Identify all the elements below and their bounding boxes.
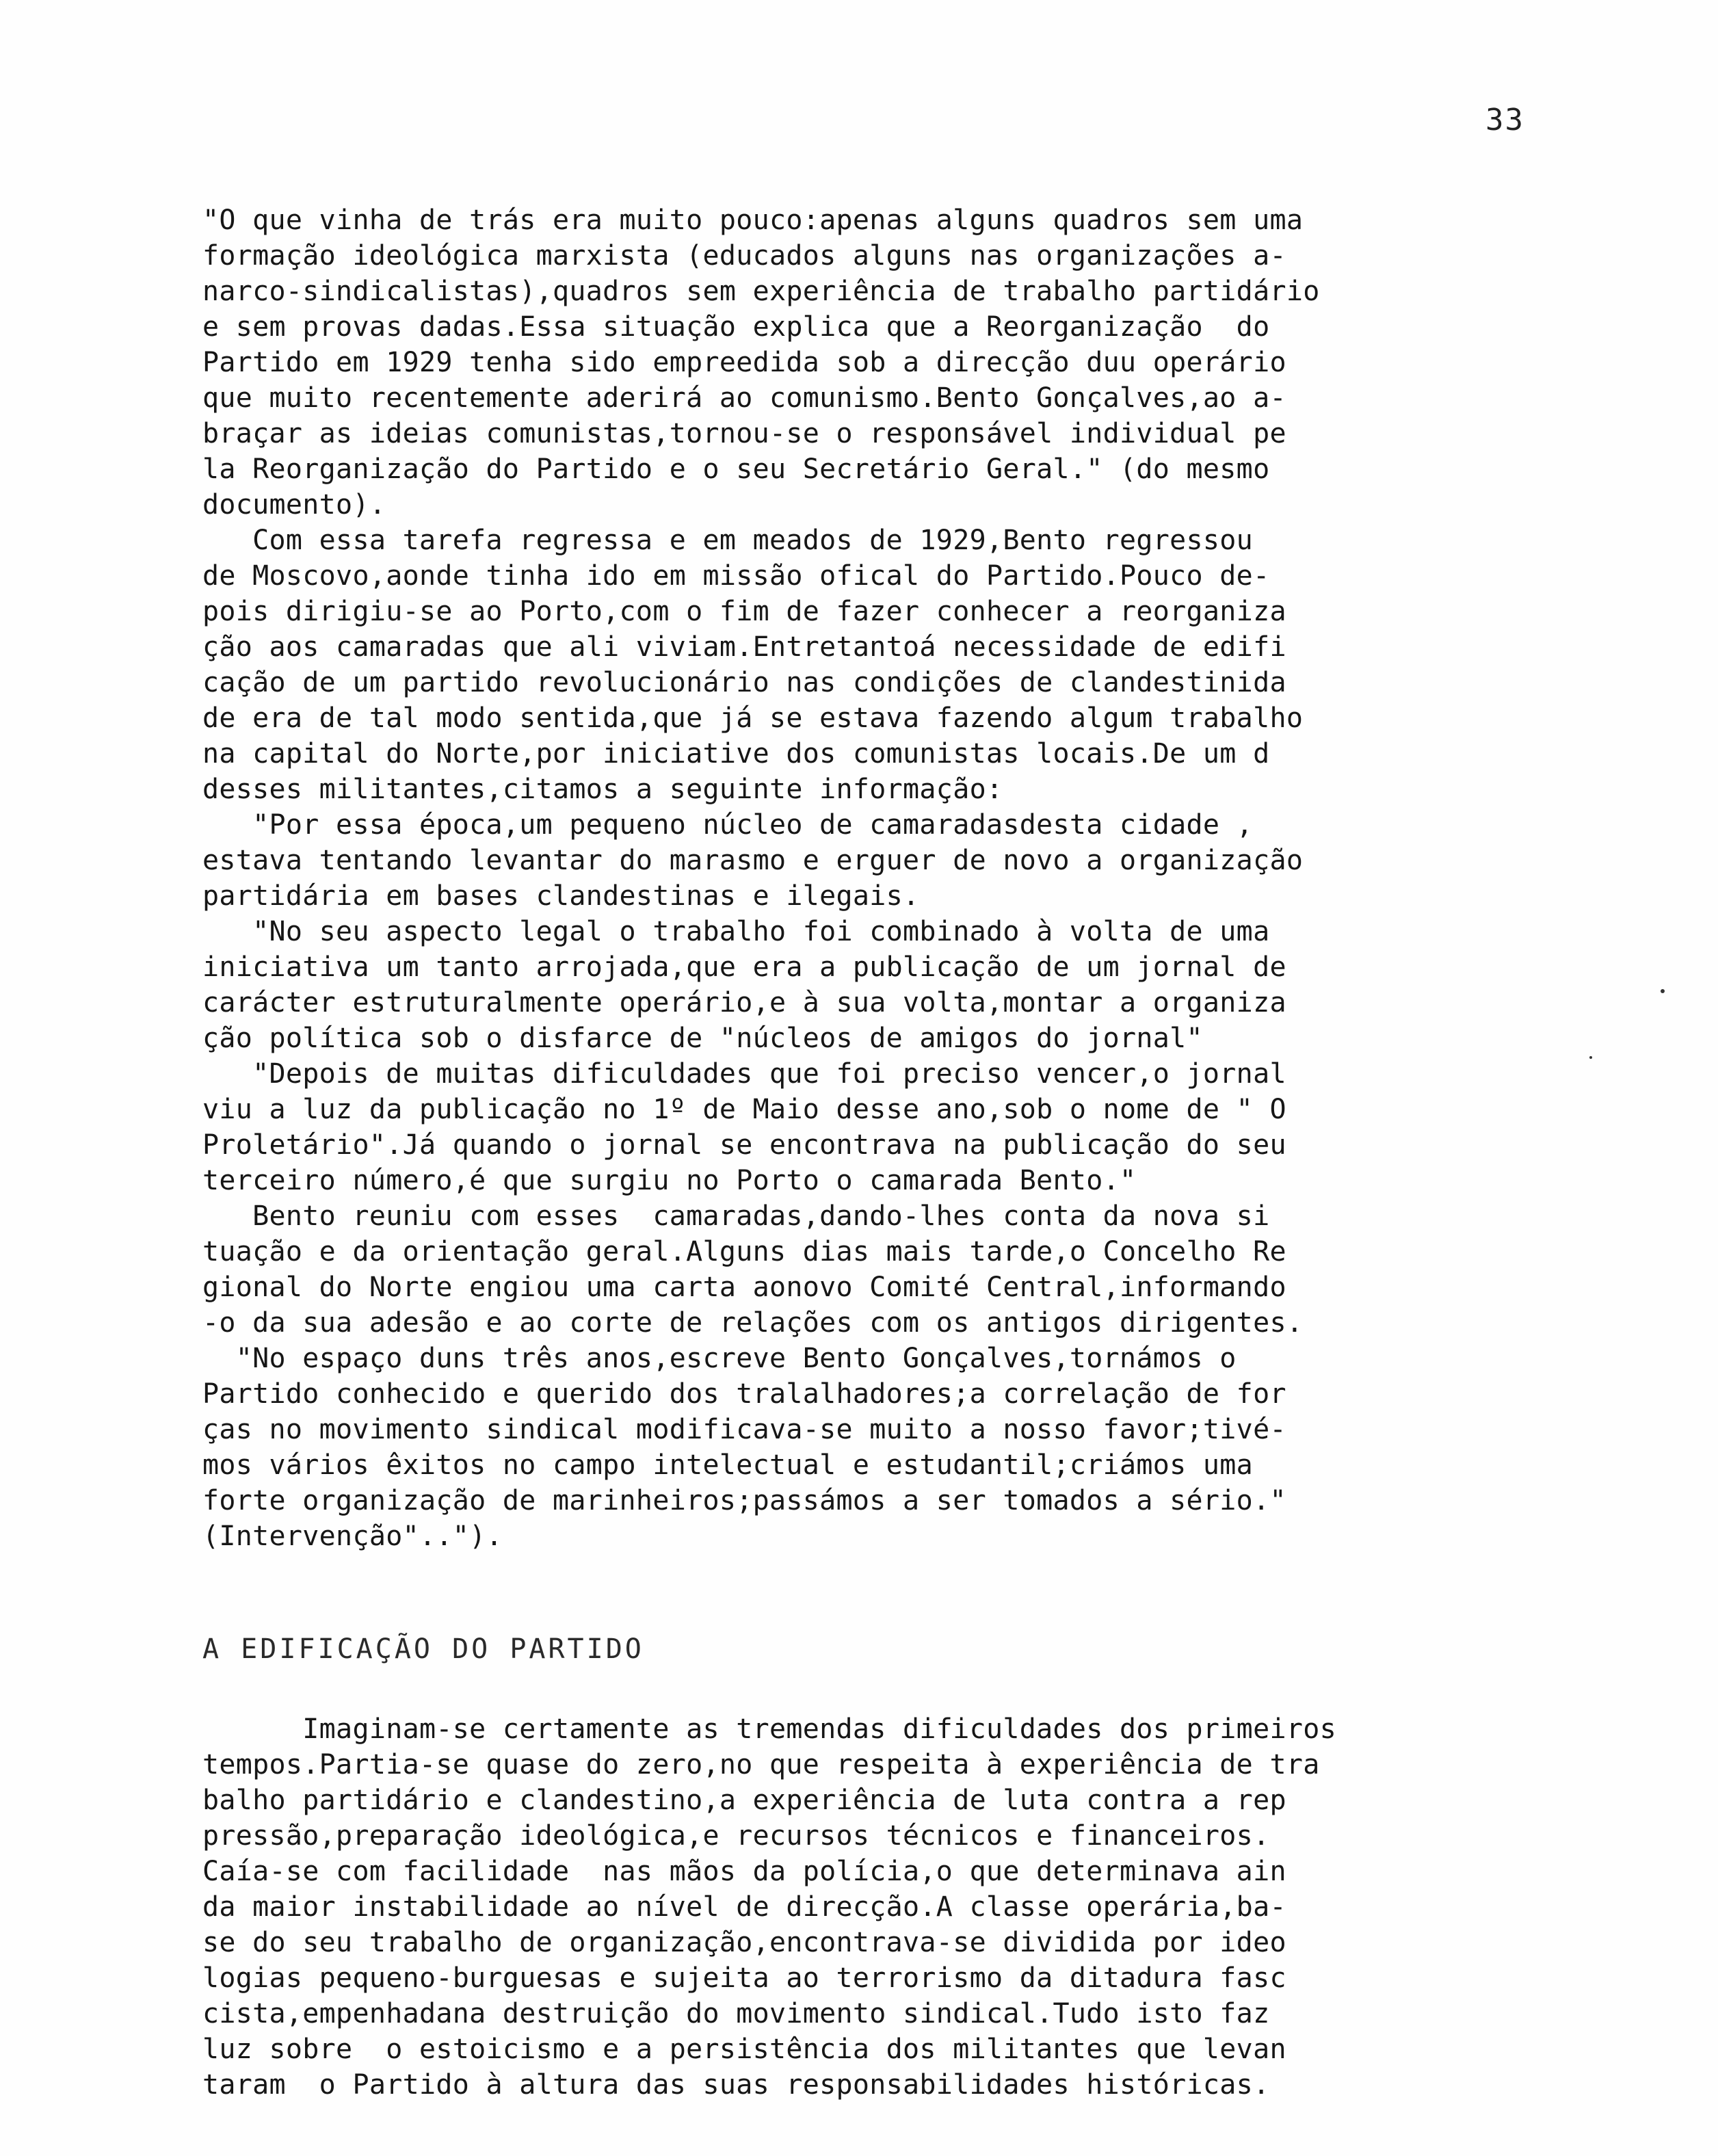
text-line: tempos.Partia-se quase do zero,no que respeita à experiência de tra bbox=[202, 1749, 1320, 1780]
ink-speck bbox=[1661, 989, 1665, 993]
text-line: ção aos camaradas que ali viviam.Entretantoá necessidade de edifi bbox=[202, 631, 1286, 663]
text-line: braçar as ideias comunistas,tornou-se o responsável individual pe bbox=[202, 418, 1286, 449]
text-line: se do seu trabalho de organização,encontrava-se dividida por ideo bbox=[202, 1927, 1286, 1958]
text-line: Partido em 1929 tenha sido empreedida sob a direcção duu operário bbox=[202, 347, 1286, 378]
text-line: de Moscovo,aonde tinha ido em missão ofical do Partido.Pouco de- bbox=[202, 560, 1270, 592]
text-line: desses militantes,citamos a seguinte informação: bbox=[202, 774, 1003, 805]
text-line: que muito recentemente aderirá ao comunismo.Bento Gonçalves,ao a- bbox=[202, 382, 1286, 414]
text-line: "Depois de muitas dificuldades que foi preciso vencer,o jornal bbox=[202, 1058, 1286, 1090]
text-line: viu a luz da publicação no 1º de Maio desse ano,sob o nome de " O bbox=[202, 1094, 1286, 1125]
text-line: estava tentando levantar do marasmo e erguer de novo a organização bbox=[202, 845, 1304, 876]
text-line: pois dirigiu-se ao Porto,com o fim de fazer conhecer a reorganiza bbox=[202, 596, 1286, 627]
text-line: -o da sua adesão e ao corte de relações com os antigos dirigentes. bbox=[202, 1307, 1304, 1339]
text-line: carácter estruturalmente operário,e à sua volta,montar a organiza bbox=[202, 987, 1286, 1018]
section-text bbox=[202, 202, 1563, 1554]
section-heading: A EDIFICAÇÃO DO PARTIDO bbox=[202, 1633, 644, 1665]
text-line: forte organização de marinheiros;passámos a ser tomados a sério." bbox=[202, 1485, 1286, 1516]
text-line: balho partidário e clandestino,a experiência de luta contra a rep bbox=[202, 1785, 1286, 1816]
text-line: tuação e da orientação geral.Alguns dias mais tarde,o Concelho Re bbox=[202, 1236, 1286, 1267]
text-line: "No seu aspecto legal o trabalho foi combinado à volta de uma bbox=[202, 916, 1270, 947]
section-text bbox=[202, 1711, 1563, 2103]
text-line: da maior instabilidade ao nível de direcção.A classe operária,ba- bbox=[202, 1891, 1286, 1923]
text-line: luz sobre o estoicismo e a persistência dos militantes que levan bbox=[202, 2034, 1286, 2065]
text-line: gional do Norte engiou uma carta aonovo Comité Central,informando bbox=[202, 1272, 1286, 1303]
text-line: taram o Partido à altura das suas responsabilidades históricas. bbox=[202, 2069, 1270, 2101]
text-line: la Reorganização do Partido e o seu Secretário Geral." (do mesmo bbox=[202, 453, 1270, 485]
text-line: partidária em bases clandestinas e ilegais. bbox=[202, 880, 920, 912]
ink-speck bbox=[1589, 1056, 1592, 1059]
text-line: e sem provas dadas.Essa situação explica que a Reorganização do bbox=[202, 311, 1270, 343]
text-line: "No espaço duns três anos,escreve Bento Gonçalves,tornámos o bbox=[202, 1343, 1237, 1374]
text-line: pressão,preparação ideológica,e recursos técnicos e financeiros. bbox=[202, 1820, 1270, 1852]
text-line: Bento reuniu com esses camaradas,dando-lhes conta da nova si bbox=[202, 1200, 1270, 1232]
text-line: "Por essa época,um pequeno núcleo de camaradasdesta cidade , bbox=[202, 809, 1254, 841]
text-line: Proletário".Já quando o jornal se encontrava na publicação do seu bbox=[202, 1129, 1286, 1161]
text-line: iniciativa um tanto arrojada,que era a publicação de um jornal de bbox=[202, 951, 1286, 983]
text-line: Com essa tarefa regressa e em meados de 1929,Bento regressou bbox=[202, 525, 1254, 556]
text-line: Caía-se com facilidade nas mãos da polícia,o que determinava ain bbox=[202, 1856, 1286, 1887]
text-line: narco-sindicalistas),quadros sem experiência de trabalho partidário bbox=[202, 276, 1320, 307]
text-line: mos vários êxitos no campo intelectual e estudantil;criámos uma bbox=[202, 1449, 1254, 1481]
page-number: 33 bbox=[1485, 103, 1524, 137]
text-line: formação ideológica marxista (educados alguns nas organizações a- bbox=[202, 240, 1286, 272]
text-line: ças no movimento sindical modificava-se muito a nosso favor;tivé- bbox=[202, 1414, 1286, 1445]
text-line: logias pequeno-burguesas e sujeita ao terrorismo da ditadura fasc bbox=[202, 1962, 1286, 1994]
text-line: Partido conhecido e querido dos tralalhadores;a correlação de for bbox=[202, 1378, 1286, 1410]
text-line: na capital do Norte,por iniciative dos comunistas locais.De um d bbox=[202, 738, 1270, 770]
text-line: terceiro número,é que surgiu no Porto o camarada Bento." bbox=[202, 1165, 1137, 1196]
text-line: ção política sob o disfarce de "núcleos de amigos do jornal" bbox=[202, 1023, 1203, 1054]
text-line: documento). bbox=[202, 489, 386, 521]
text-line: Imaginam-se certamente as tremendas dificuldades dos primeiros bbox=[202, 1713, 1336, 1745]
text-line: cação de um partido revolucionário nas condições de clandestinida bbox=[202, 667, 1286, 698]
text-line: de era de tal modo sentida,que já se estava fazendo algum trabalho bbox=[202, 702, 1304, 734]
text-line: (Intervenção".."). bbox=[202, 1521, 503, 1552]
text-line: "O que vinha de trás era muito pouco:apenas alguns quadros sem uma bbox=[202, 205, 1304, 236]
text-line: cista,empenhadana destruição do movimento sindical.Tudo isto faz bbox=[202, 1998, 1270, 2029]
